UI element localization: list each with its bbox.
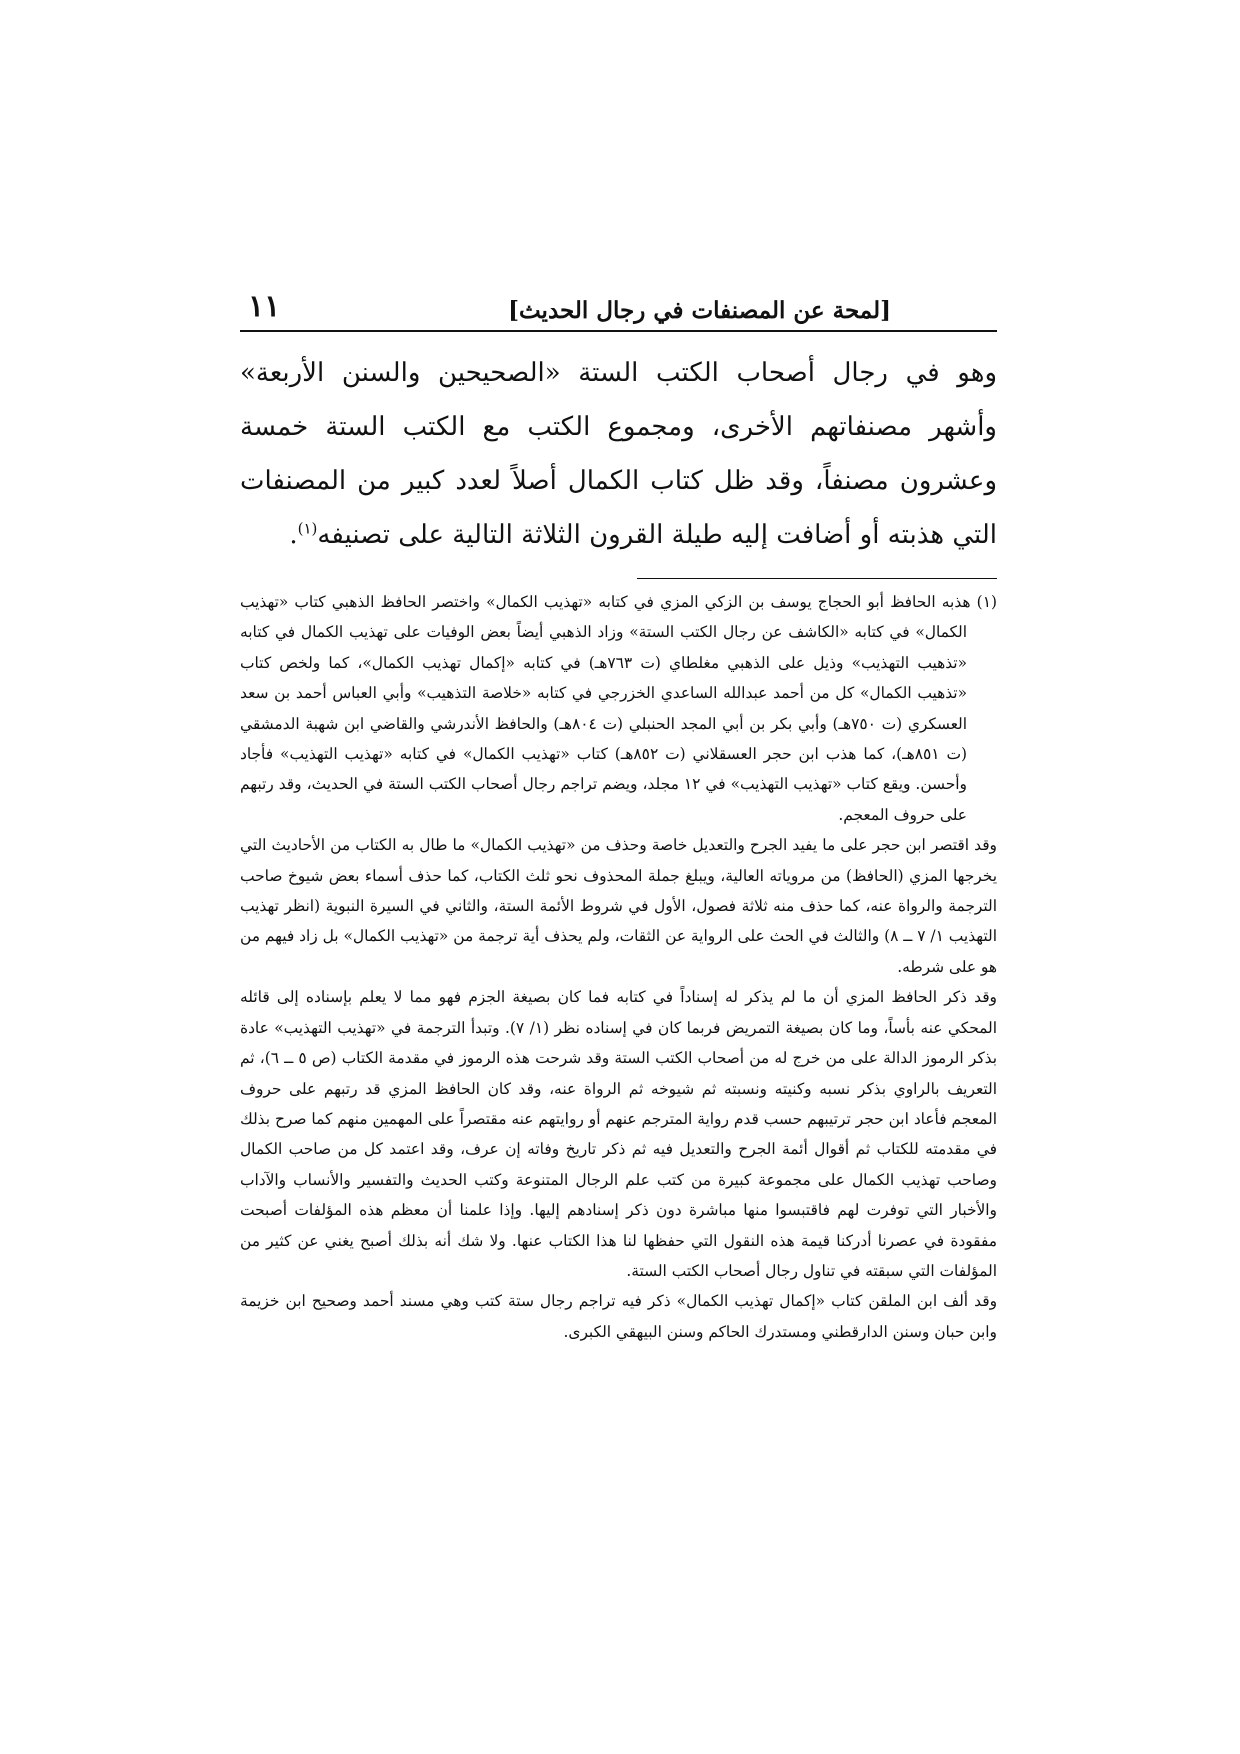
page-header [240,282,997,332]
running-title: [لمحة عن المصنفات في رجال الحديث] [508,297,891,324]
footnote-marker: (١) [297,519,318,538]
footnote-1: (١) هذبه الحافظ أبو الحجاج يوسف بن الزكي المزي في كتابه «تهذيب الكمال» واختصر الحافظ الذهبي كتاب «تهذيب الكمال» في كتابه «الكاشف عن رجال الكتب الستة» وزاد الذهبي أيضاً بعض الوفيات على تهذيب الكمال في كتابه «تذهيب التهذيب» وذيل على الذهبي مغلطاي (ت ٧٦٣هـ) في كتابه «إكمال تهذيب الكمال»، كما ولخص كتاب «تذهيب الكمال» كل من أحمد عبدالله الساعدي الخزرجي في كتابه «خلاصة التذهيب» وأبي العباس أحمد بن سعد العسكري (ت ٧٥٠هـ) وأبي بكر بن أبي المجد الحنبلي (ت ٨٠٤هـ) والحافظ الأندرشي والقاضي ابن شهبة الدمشقي (ت ٨٥١هـ)، كما هذب ابن حجر العسقلاني (ت ٨٥٢هـ) كتاب «تهذيب الكمال» في كتابه «تهذيب التهذيب» فأجاد وأحسن. ويقع كتاب «تهذيب التهذيب» في ١٢ مجلد، ويضم تراجم رجال أصحاب الكتب الستة في الحديث، وقد رتبهم على حروف المعجم. [240,593,997,824]
book-page [240,282,997,1347]
footnotes [240,587,997,1347]
page-number: ١١ [248,289,281,324]
footnote-paragraph-3: وقد ذكر الحافظ المزي أن ما لم يذكر له إسناداً في كتابه فما كان بصيغة الجزم فهو مما لا يعلم بإسناده إلى قائله المحكي عنه بأساً، وما كان بصيغة التمريض فربما كان في إسناده نظر (١/ ٧). وتبدأ الترجمة في «تهذيب التهذيب» عادة بذكر الرموز الدالة على من خرج له من أصحاب الكتب الستة وقد شرحت هذه الرموز في مقدمة الكتاب (ص ٥ ــ ٦)، ثم التعريف بالراوي بذكر نسبه وكنيته ونسبته ثم شيوخه ثم الرواة عنه، وقد كان الحافظ المزي قد رتبهم على حروف المعجم فأعاد ابن حجر ترتيبهم حسب قدم رواية المترجم عنهم أو روايتهم عنه مقتصراً على المهمين منهم كما صرح بذلك في مقدمته للكتاب ثم أقوال أئمة الجرح والتعديل فيه ثم ذكر تاريخ وفاته إن عرف، وقد اعتمد كل من صاحب الكمال وصاحب تهذيب الكمال على مجموعة كبيرة من كتب علم الرجال المتنوعة وكتب الحديث والتفسير والأنساب والآداب والأخبار التي توفرت لهم فاقتبسوا منها مباشرة دون ذكر إسنادهم إليها. وإذا علمنا أن معظم هذه المؤلفات أصبحت مفقودة في عصرنا أدركنا قيمة هذه النقول التي حفظها لنا هذا الكتاب عنها. ولا شك أنه بذلك أصبح يغني عن كثير من المؤلفات التي سبقته في تناول رجال أصحاب الكتب الستة. [240,988,998,1280]
main-paragraph-text: وهو في رجال أصحاب الكتب الستة «الصحيحين والسنن الأربعة» وأشهر مصنفاتهم الأخرى، ومجموع الكتب مع الكتب الستة خمسة وعشرون مصنفاً، وقد ظل كتاب الكمال أصلاً لعدد كبير من المصنفات التي هذبته أو أضافت إليه طيلة القرون الثلاثة التالية على تصنيفه [240,358,997,550]
footnote-paragraph-4: وقد ألف ابن الملقن كتاب «إكمال تهذيب الكمال» ذكر فيه تراجم رجال ستة كتب وهي مسند أحمد وصحيح ابن خزيمة وابن حبان وسنن الدارقطني ومستدرك الحاكم وسنن البيهقي الكبرى. [240,1292,997,1341]
main-paragraph-end: . [289,520,298,550]
footnote-paragraph-2: وقد اقتصر ابن حجر على ما يفيد الجرح والتعديل خاصة وحذف من «تهذيب الكمال» ما طال به الكتاب من الأحاديث التي يخرجها المزي (الحافظ) من مروياته العالية، ويبلغ جملة المحذوف نحو ثلث الكتاب، كما حذف أسماء بعض شيوخ صاحب الترجمة والرواة عنه، كما حذف منه ثلاثة فصول، الأول في شروط الأئمة الستة، والثاني في السيرة النبوية (انظر تهذيب التهذيب ١/ ٧ ــ ٨) والثالث في الحث على الرواية عن الثقات، ولم يحذف أية ترجمة من «تهذيب الكمال» بل زاد فيهم من هو على شرطه. [240,836,997,976]
main-paragraph [240,346,997,562]
footnote-separator [637,578,997,579]
